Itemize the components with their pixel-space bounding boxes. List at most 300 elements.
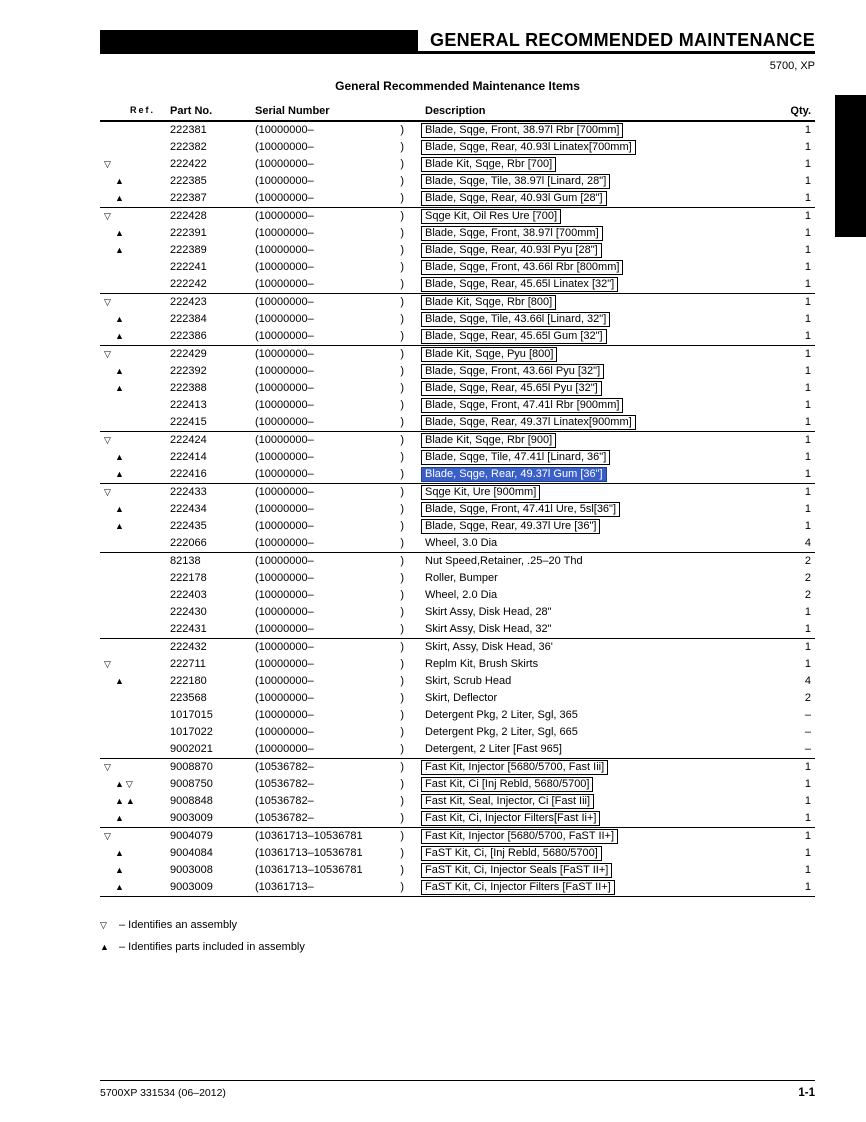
part-number: 222066: [170, 537, 207, 549]
serial-open: (10000000–: [255, 486, 314, 498]
table-row: [100, 741, 815, 758]
serial-open: (10000000–: [255, 141, 314, 153]
table-row: [100, 328, 815, 345]
description: Wheel, 2.0 Dia: [425, 588, 498, 601]
ref-symbol: ▲: [115, 521, 126, 531]
table-row: [100, 156, 815, 173]
qty: 1: [804, 244, 811, 256]
page-number: 1-1: [798, 1087, 815, 1099]
serial-close: ): [400, 589, 404, 601]
chapter-edge-tab: [835, 95, 866, 237]
description: Fast Kit, Injector [5680/5700, FaST II+]: [421, 829, 618, 844]
description: Blade, Sqge, Rear, 49.37l Gum [36"]: [421, 467, 607, 482]
qty: –: [804, 743, 811, 755]
part-number: 222711: [170, 658, 206, 670]
serial-number: [255, 242, 410, 259]
description: Fast Kit, Ci, Injector Filters[Fast Ii+]: [421, 811, 600, 826]
serial-number: [255, 294, 410, 311]
ref-symbol: ▽: [104, 659, 113, 669]
serial-number: [255, 190, 410, 207]
description: Blade, Sqge, Front, 43.66l Rbr [800mm]: [421, 260, 623, 275]
qty: 1: [804, 486, 811, 498]
qty: 1: [804, 158, 811, 170]
serial-close: ): [400, 864, 404, 876]
serial-number: [255, 673, 410, 690]
serial-close: ): [400, 227, 404, 239]
serial-close: ): [400, 330, 404, 342]
serial-number: [255, 604, 410, 621]
part-number: 1017022: [170, 726, 213, 738]
description: Blade, Sqge, Tile, 38.97l [Linard, 28"]: [421, 174, 610, 189]
serial-close: ): [400, 847, 404, 859]
part-number: 222382: [170, 141, 207, 153]
qty: 1: [804, 192, 811, 204]
ref-symbol: ▲: [115, 676, 126, 686]
description-cell: [410, 259, 775, 276]
part-number: 222389: [170, 244, 207, 256]
serial-close: ): [400, 743, 404, 755]
description-cell: [410, 673, 775, 690]
serial-number: [255, 501, 410, 518]
table-row: [100, 380, 815, 397]
ref-symbol: ▲: [115, 452, 126, 462]
description: Blade, Sqge, Front, 38.97l Rbr [700mm]: [421, 123, 623, 138]
part-number: 222422: [170, 158, 207, 170]
part-number: 9004079: [170, 830, 213, 842]
ref-symbol: ▲: [115, 848, 126, 858]
qty: 2: [804, 572, 811, 584]
ref-symbol: ▲: [115, 245, 126, 255]
table-row: [100, 363, 815, 380]
table-row: [100, 414, 815, 431]
table-row: [100, 827, 815, 845]
serial-close: ): [400, 641, 404, 653]
serial-open: (10000000–: [255, 537, 314, 549]
description: Fast Kit, Ci [Inj Rebld, 5680/5700]: [421, 777, 593, 792]
description-cell: [410, 414, 775, 431]
ref-symbol: ▲: [115, 366, 126, 376]
qty: 1: [804, 812, 811, 824]
serial-open: (10536782–: [255, 795, 314, 807]
part-number: 9008750: [170, 778, 213, 790]
table-title: General Recommended Maintenance Items: [335, 79, 580, 93]
part-number: 222430: [170, 606, 207, 618]
legend-item-included-parts: [100, 941, 815, 953]
table-row: [100, 707, 815, 724]
part-number: 222180: [170, 675, 207, 687]
serial-close: ): [400, 296, 404, 308]
serial-open: (10000000–: [255, 348, 314, 360]
part-number: 222423: [170, 296, 207, 308]
description: Blade, Sqge, Rear, 40.93l Linatex[700mm]: [421, 140, 636, 155]
description: Blade Kit, Sqge, Rbr [700]: [421, 157, 556, 172]
description: Detergent, 2 Liter [Fast 965]: [425, 742, 562, 755]
serial-number: [255, 759, 410, 776]
description-cell: [410, 466, 775, 483]
description: Fast Kit, Seal, Injector, Ci [Fast Iii]: [421, 794, 594, 809]
serial-close: ): [400, 537, 404, 549]
table-row: [100, 673, 815, 690]
serial-open: (10000000–: [255, 589, 314, 601]
table-row: [100, 276, 815, 293]
table-row: [100, 862, 815, 879]
document-number: 5700XP 331534 (06–2012): [100, 1087, 226, 1099]
description: FaST Kit, Ci, Injector Seals [FaST II+]: [421, 863, 612, 878]
part-number: 222434: [170, 503, 207, 515]
table-row: [100, 225, 815, 242]
description-cell: [410, 173, 775, 190]
ref-symbol: ▲: [115, 469, 126, 479]
serial-number: [255, 741, 410, 758]
description: Blade, Sqge, Tile, 47.41l [Linard, 36"]: [421, 450, 610, 465]
parts-table: [100, 105, 815, 897]
serial-open: (10000000–: [255, 606, 314, 618]
serial-number: [255, 139, 410, 156]
included-part-triangle-icon: ▲: [100, 942, 109, 952]
serial-number: [255, 276, 410, 293]
serial-open: (10361713–10536781: [255, 864, 363, 876]
serial-open: (10000000–: [255, 399, 314, 411]
table-row: [100, 621, 815, 638]
serial-open: (10000000–: [255, 175, 314, 187]
serial-close: ): [400, 555, 404, 567]
qty: 1: [804, 606, 811, 618]
serial-close: ): [400, 812, 404, 824]
qty: 1: [804, 881, 811, 893]
table-row: [100, 173, 815, 190]
table-row: [100, 431, 815, 449]
serial-open: (10361713–10536781: [255, 847, 363, 859]
serial-number: [255, 621, 410, 638]
qty: –: [804, 709, 811, 721]
serial-number: [255, 484, 410, 501]
serial-close: ): [400, 795, 404, 807]
ref-symbol: ▲: [115, 314, 126, 324]
serial-close: ): [400, 520, 404, 532]
ref-symbol: ▲▲: [115, 796, 137, 806]
description-cell: [410, 862, 775, 879]
serial-close: ): [400, 192, 404, 204]
part-number: 223568: [170, 692, 207, 704]
qty: 1: [804, 382, 811, 394]
part-number: 222241: [170, 261, 207, 273]
table-row: [100, 587, 815, 604]
ref-symbol: ▲: [115, 228, 126, 238]
part-number: 9008870: [170, 761, 213, 773]
serial-open: (10000000–: [255, 416, 314, 428]
model-label: 5700, XP: [769, 60, 815, 72]
serial-number: [255, 259, 410, 276]
serial-close: ): [400, 365, 404, 377]
table-row: [100, 311, 815, 328]
description-cell: [410, 553, 775, 570]
description-cell: [410, 190, 775, 207]
description: Blade, Sqge, Rear, 40.93l Gum [28"]: [421, 191, 607, 206]
part-number: 9004084: [170, 847, 213, 859]
description-cell: [410, 707, 775, 724]
serial-open: (10000000–: [255, 382, 314, 394]
qty: 1: [804, 864, 811, 876]
qty: 1: [804, 451, 811, 463]
serial-close: ): [400, 210, 404, 222]
serial-number: [255, 122, 410, 139]
qty: 1: [804, 399, 811, 411]
ref-symbol: ▽: [104, 435, 113, 445]
part-number: 222428: [170, 210, 207, 222]
serial-open: (10000000–: [255, 365, 314, 377]
qty: 1: [804, 520, 811, 532]
part-number: 222432: [170, 641, 207, 653]
description: Blade, Sqge, Rear, 45.65l Pyu [32"]: [421, 381, 602, 396]
serial-close: ): [400, 141, 404, 153]
description-cell: [410, 879, 775, 896]
serial-number: [255, 656, 410, 673]
part-number: 222414: [170, 451, 207, 463]
serial-open: (10000000–: [255, 313, 314, 325]
description-cell: [410, 156, 775, 173]
part-number: 222178: [170, 572, 207, 584]
qty: 1: [804, 296, 811, 308]
table-row: [100, 879, 815, 896]
serial-open: (10000000–: [255, 210, 314, 222]
table-body: [100, 122, 815, 897]
description: Blade, Sqge, Tile, 43.66l [Linard, 32"]: [421, 312, 610, 327]
table-row: [100, 518, 815, 535]
part-number: 222435: [170, 520, 207, 532]
serial-number: [255, 776, 410, 793]
part-number: 222413: [170, 399, 207, 411]
serial-open: (10000000–: [255, 503, 314, 515]
table-row: [100, 466, 815, 483]
qty: –: [804, 726, 811, 738]
table-row: [100, 724, 815, 741]
description: Blade, Sqge, Rear, 40.93l Pyu [28"]: [421, 243, 602, 258]
qty: 1: [804, 210, 811, 222]
column-header-description: Description: [425, 105, 486, 117]
qty: 1: [804, 434, 811, 446]
description: FaST Kit, Ci, Injector Filters [FaST II+]: [421, 880, 615, 895]
serial-number: [255, 414, 410, 431]
serial-number: [255, 793, 410, 810]
serial-close: ): [400, 244, 404, 256]
qty: 1: [804, 416, 811, 428]
serial-number: [255, 173, 410, 190]
serial-open: (10000000–: [255, 572, 314, 584]
ref-symbol: ▽: [104, 762, 113, 772]
serial-open: (10000000–: [255, 743, 314, 755]
description: FaST Kit, Ci, [Inj Rebld, 5680/5700]: [421, 846, 602, 861]
qty: 4: [804, 537, 811, 549]
description: Skirt Assy, Disk Head, 32": [425, 622, 552, 635]
description-cell: [410, 380, 775, 397]
part-number: 222242: [170, 278, 207, 290]
table-row: [100, 242, 815, 259]
serial-open: (10000000–: [255, 658, 314, 670]
qty: 1: [804, 795, 811, 807]
serial-close: ): [400, 692, 404, 704]
serial-close: ): [400, 623, 404, 635]
serial-close: ): [400, 348, 404, 360]
serial-open: (10000000–: [255, 726, 314, 738]
table-row: [100, 776, 815, 793]
part-number: 222416: [170, 468, 207, 480]
qty: 1: [804, 141, 811, 153]
serial-number: [255, 449, 410, 466]
table-row: [100, 690, 815, 707]
serial-open: (10536782–: [255, 812, 314, 824]
serial-close: ): [400, 261, 404, 273]
description-cell: [410, 328, 775, 345]
serial-close: ): [400, 278, 404, 290]
qty: 1: [804, 313, 811, 325]
description-cell: [410, 397, 775, 414]
ref-symbol: ▲: [115, 383, 126, 393]
description-cell: [410, 208, 775, 225]
serial-close: ): [400, 830, 404, 842]
description: Blade, Sqge, Rear, 49.37l Ure [36"]: [421, 519, 600, 534]
description: Blade, Sqge, Rear, 49.37l Linatex[900mm]: [421, 415, 636, 430]
ref-symbol: ▲: [115, 882, 126, 892]
description-cell: [410, 225, 775, 242]
serial-number: [255, 518, 410, 535]
part-number: 222392: [170, 365, 207, 377]
qty: 1: [804, 658, 811, 670]
serial-number: [255, 707, 410, 724]
serial-open: (10000000–: [255, 675, 314, 687]
qty: 1: [804, 641, 811, 653]
qty: 1: [804, 124, 811, 136]
table-row: [100, 810, 815, 827]
description-cell: [410, 432, 775, 449]
ref-symbol: ▽: [104, 487, 113, 497]
serial-close: ): [400, 572, 404, 584]
serial-open: (10536782–: [255, 778, 314, 790]
serial-number: [255, 587, 410, 604]
table-row: [100, 604, 815, 621]
page-title: GENERAL RECOMMENDED MAINTENANCE: [430, 30, 815, 50]
qty: 2: [804, 692, 811, 704]
description-cell: [410, 449, 775, 466]
description-cell: [410, 122, 775, 139]
qty: 1: [804, 175, 811, 187]
part-number: 222424: [170, 434, 207, 446]
table-row: [100, 638, 815, 656]
serial-open: (10000000–: [255, 192, 314, 204]
serial-close: ): [400, 175, 404, 187]
table-row: [100, 259, 815, 276]
description-cell: [410, 776, 775, 793]
qty: 1: [804, 847, 811, 859]
ref-symbol: ▲: [115, 865, 126, 875]
serial-open: (10000000–: [255, 296, 314, 308]
description-cell: [410, 501, 775, 518]
part-number: 222384: [170, 313, 207, 325]
description: Blade, Sqge, Front, 47.41l Ure, 5sl[36"]: [421, 502, 620, 517]
column-header-ref: Ref.: [130, 105, 156, 115]
serial-number: [255, 862, 410, 879]
ref-symbol: ▲: [115, 504, 126, 514]
qty: 2: [804, 589, 811, 601]
part-number: 222403: [170, 589, 207, 601]
serial-close: ): [400, 486, 404, 498]
part-number: 222381: [170, 124, 207, 136]
ref-symbol: ▽: [104, 831, 113, 841]
serial-number: [255, 208, 410, 225]
part-number: 222386: [170, 330, 207, 342]
description: Nut Speed,Retainer, .25–20 Thd: [425, 554, 583, 567]
serial-number: [255, 397, 410, 414]
table-row: [100, 449, 815, 466]
description-cell: [410, 276, 775, 293]
description: Sqge Kit, Ure [900mm]: [421, 485, 540, 500]
column-header-qty: Qty.: [790, 105, 811, 117]
table-row: [100, 535, 815, 552]
table-row: [100, 483, 815, 501]
part-number: 222431: [170, 623, 207, 635]
column-header-serial: Serial Number: [255, 105, 330, 117]
description: Blade Kit, Sqge, Pyu [800]: [421, 347, 557, 362]
ref-symbol: ▽: [104, 159, 113, 169]
description: Skirt, Assy, Disk Head, 36': [425, 640, 553, 653]
description-cell: [410, 759, 775, 776]
serial-close: ): [400, 434, 404, 446]
description-cell: [410, 845, 775, 862]
description: Sqge Kit, Oil Res Ure [700]: [421, 209, 561, 224]
qty: 1: [804, 778, 811, 790]
ref-symbol: ▽: [104, 297, 113, 307]
column-header-part: Part No.: [170, 105, 213, 117]
serial-number: [255, 724, 410, 741]
table-row: [100, 552, 815, 570]
description-cell: [410, 587, 775, 604]
description-cell: [410, 346, 775, 363]
description-cell: [410, 828, 775, 845]
serial-close: ): [400, 451, 404, 463]
qty: 1: [804, 278, 811, 290]
serial-open: (10000000–: [255, 451, 314, 463]
table-row: [100, 397, 815, 414]
serial-close: ): [400, 606, 404, 618]
description: Blade, Sqge, Rear, 45.65l Linatex [32"]: [421, 277, 618, 292]
ref-symbol: ▲▽: [115, 779, 135, 789]
ref-symbol: ▲: [115, 176, 126, 186]
description-cell: [410, 242, 775, 259]
description-cell: [410, 656, 775, 673]
table-row: [100, 190, 815, 207]
description-cell: [410, 741, 775, 758]
serial-close: ): [400, 881, 404, 893]
ref-symbol: ▲: [115, 813, 126, 823]
part-number: 1017015: [170, 709, 213, 721]
description: Wheel, 3.0 Dia: [425, 536, 498, 549]
legend-text: – Identifies parts included in assembly: [119, 941, 305, 953]
description-cell: [410, 484, 775, 501]
table-row: [100, 122, 815, 139]
serial-close: ): [400, 313, 404, 325]
serial-close: ): [400, 158, 404, 170]
description-cell: [410, 363, 775, 380]
part-number: 222391: [170, 227, 207, 239]
serial-open: (10000000–: [255, 244, 314, 256]
table-row: [100, 207, 815, 225]
serial-number: [255, 639, 410, 656]
serial-close: ): [400, 658, 404, 670]
qty: 1: [804, 365, 811, 377]
description: Detergent Pkg, 2 Liter, Sgl, 665: [425, 725, 578, 738]
description: Replm Kit, Brush Skirts: [425, 657, 539, 670]
part-number: 222385: [170, 175, 207, 187]
qty: 1: [804, 330, 811, 342]
